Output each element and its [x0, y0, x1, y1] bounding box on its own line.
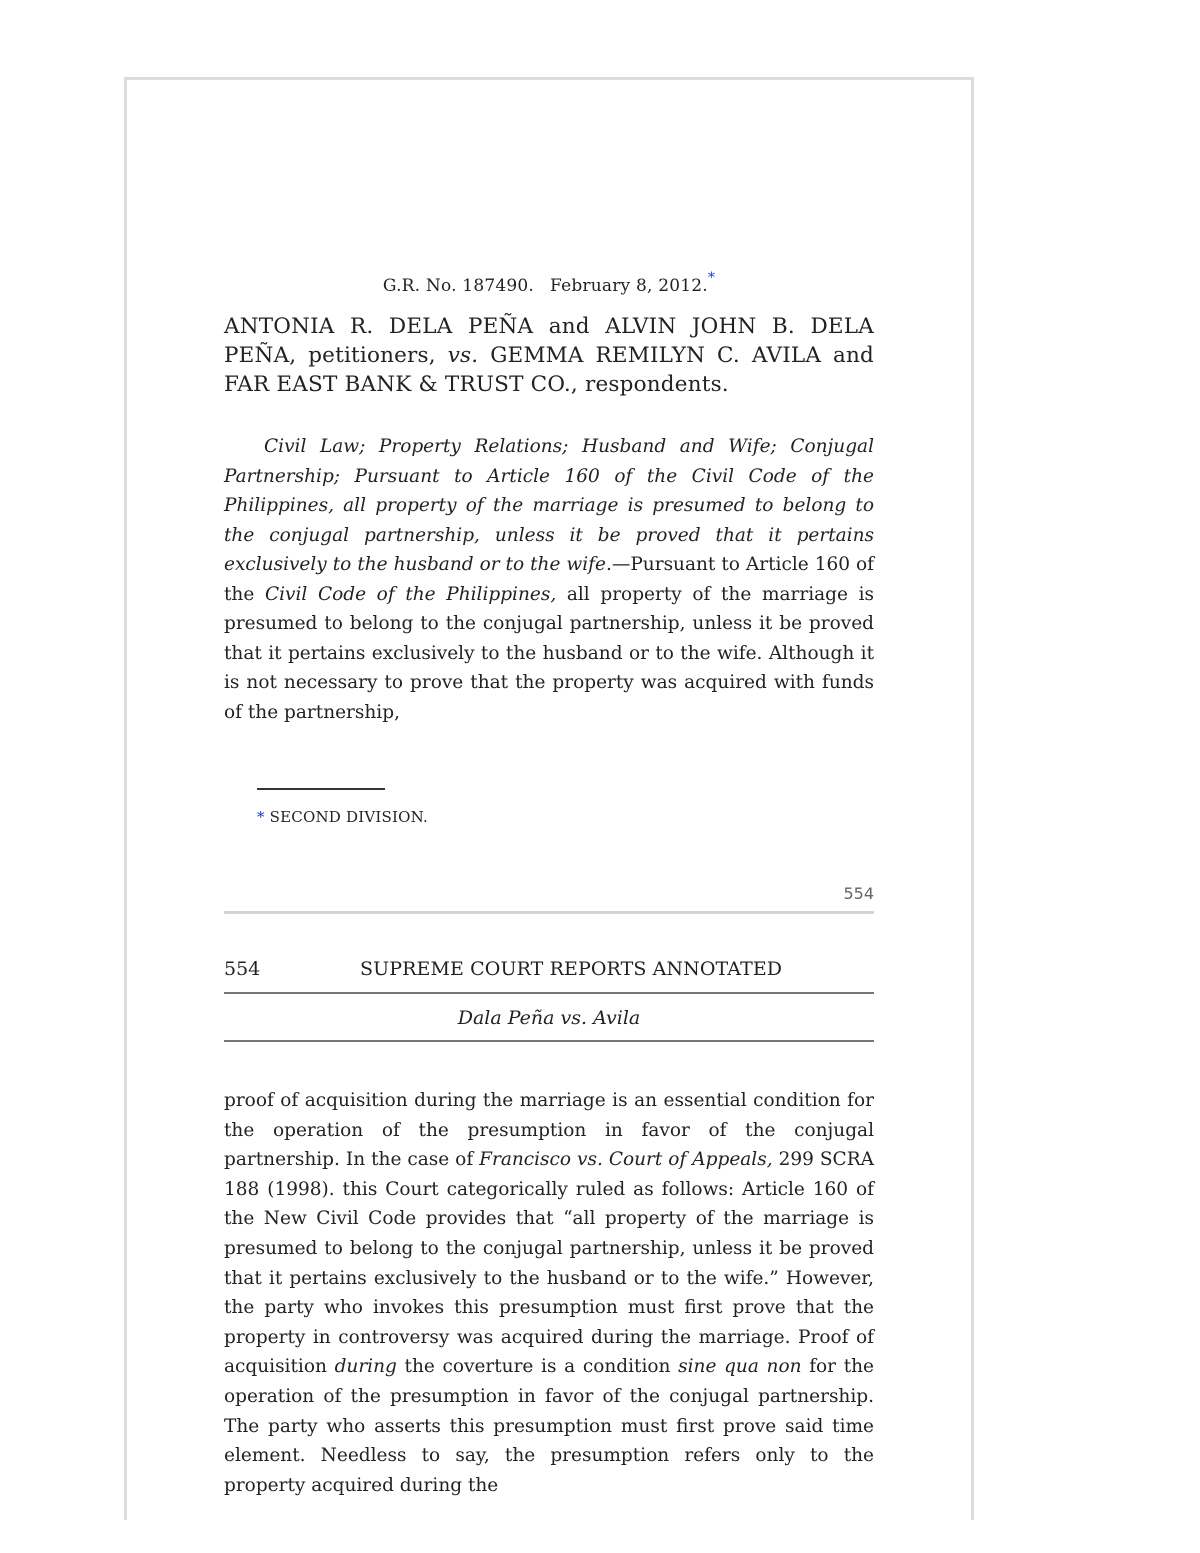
syllabus-headnote: Civil Law; Property Relations; Husband and Wife; Conjugal Partnership; Pursuant to Article 160 of the Civil Code of the Philippines, all property of the marriage is presumed to belong to the conjugal partnership, unless it be proved that it pertains exclusively to the husband or to the wife.: [224, 436, 874, 575]
cited-case: Francisco vs. Court of Appeals,: [479, 1149, 773, 1171]
body-text-3: the coverture is a condition: [396, 1356, 679, 1378]
respondents-names: GEMMA REMILYN C. AVILA and FAR EAST BANK & TRUST CO.,: [224, 343, 874, 397]
body-text-4: for the operation of the presumption in favor of the conjugal partnership. The party who asserts this presumption must first prove said time element. Needless to say, the presumption refers only to the property acquired during the: [224, 1356, 874, 1496]
syllabus-paragraph: [224, 432, 874, 727]
petitioners-label: petitioners,: [308, 343, 436, 368]
running-title: Dala Peña vs. Avila: [457, 1007, 641, 1029]
header-rule-bottom: [224, 1040, 874, 1042]
footnote-divider: [257, 788, 385, 790]
emphasis-during: during: [334, 1356, 397, 1378]
body-text-1: proof of acquisition during the marriage is an essential condition for the operation of the presumption in favor of the conjugal partnership. In the case of: [224, 1090, 874, 1171]
header-rule-top: [224, 992, 874, 994]
emphasis-sine-qua-non: sine qua non: [678, 1356, 802, 1378]
case-number-line: [224, 270, 874, 296]
petitioners-names: ANTONIA R. DELA PEÑA and ALVIN JOHN B. DELA PEÑA,: [224, 314, 874, 368]
body-paragraph: [224, 1086, 874, 1500]
syllabus-rest: all property of the marriage is presumed to belong to the conjugal partnership, unless it be proved that it pertains exclusively to the husband or to the wife. Although it is not necessary to prove that the property was acquired with funds of the partnership,: [224, 583, 874, 723]
case-number: G.R. No. 187490.: [382, 276, 535, 296]
page-break-divider: [224, 911, 874, 914]
header-page-number: 554: [224, 958, 261, 980]
case-date: February 8, 2012.: [550, 276, 708, 296]
page-number-footer: 554: [843, 884, 874, 903]
syllabus-code-name: Civil Code of the Philippines,: [264, 583, 557, 605]
case-parties: [224, 312, 874, 399]
versus: vs.: [447, 343, 479, 368]
syllabus-text: —Pursuant to Article 160 of the: [224, 554, 874, 605]
respondents-label: respondents.: [585, 372, 729, 397]
footnote-text: SECOND DIVISION.: [269, 808, 428, 826]
footnote-marker-link[interactable]: *: [707, 270, 716, 286]
header-title: SUPREME COURT REPORTS ANNOTATED: [360, 958, 783, 980]
body-text-2: 299 SCRA 188 (1998). this Court categorically ruled as follows: Article 160 of the New Civil Code provides that “all property of the marriage is presumed to belong to the conjugal partnership, unless it be proved that it pertains exclusively to the husband or to the wife.” However, the party who invokes this presumption must first prove that the property in controversy was acquired during the marriage. Proof of acquisition: [224, 1149, 874, 1378]
footnote-marker: *: [257, 808, 265, 826]
footnote: [257, 808, 428, 826]
